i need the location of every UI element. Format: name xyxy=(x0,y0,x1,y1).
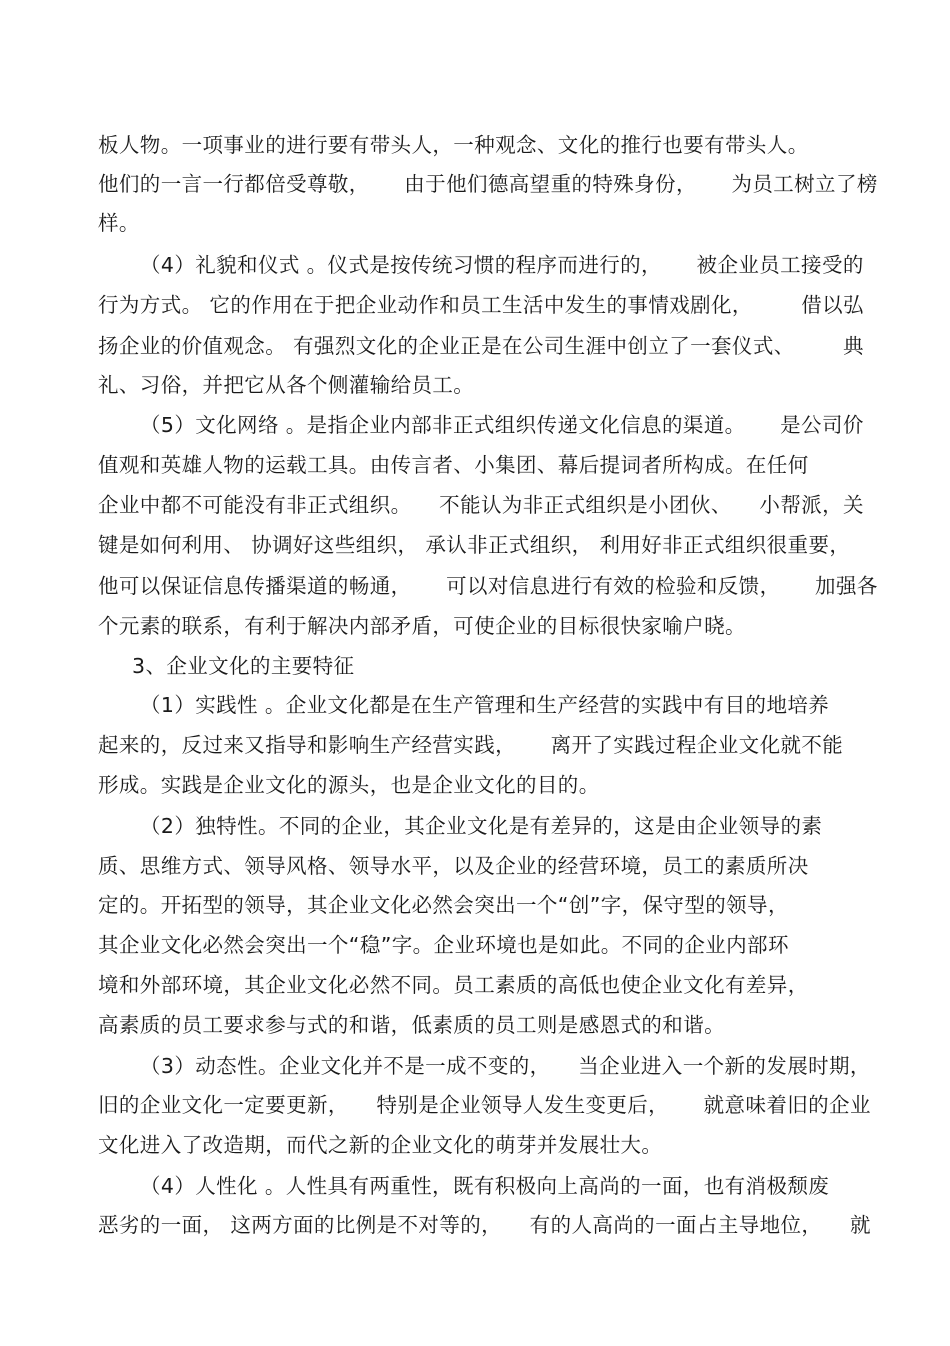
text-line: （4）人性化 。人性具有两重性，既有积极向上高尚的一面，也有消极颓废 xyxy=(140,1174,830,1198)
text-line: （3）动态性。企业文化并不是一成不变的， 当企业进入一个新的发展时期， xyxy=(140,1054,871,1078)
text-line: 其企业文化必然会突出一个“稳”字。企业环境也是如此。不同的企业内部环 xyxy=(98,933,789,957)
text-line: （5）文化网络 。是指企业内部非正式组织传递文化信息的渠道。 是公司价 xyxy=(140,413,864,437)
text-line: （2）独特性。不同的企业，其企业文化是有差异的，这是由企业领导的素 xyxy=(140,814,823,838)
text-line: （1）实践性 。企业文化都是在生产管理和生产经营的实践中有目的地培养 xyxy=(140,693,830,717)
text-line: 礼、习俗，并把它从各个侧灌输给员工。 xyxy=(98,373,475,397)
text-line: 旧的企业文化一定要更新， 特别是企业领导人发生变更后， 就意味着旧的企业 xyxy=(98,1093,871,1117)
section-heading: 3、企业文化的主要特征 xyxy=(132,654,355,678)
text-line: 文化进入了改造期，而代之新的企业文化的萌芽并发展壮大。 xyxy=(98,1133,663,1157)
text-line: 起来的，反过来又指导和影响生产经营实践， 离开了实践过程企业文化就不能 xyxy=(98,733,844,757)
text-line: 行为方式。 它的作用在于把企业动作和员工生活中发生的事情戏剧化， 借以弘 xyxy=(98,293,864,317)
text-line: 高素质的员工要求参与式的和谐，低素质的员工则是感恩式的和谐。 xyxy=(98,1013,725,1037)
text-line: 他们的一言一行都倍受尊敬， 由于他们德高望重的特殊身份， 为员工树立了榜 xyxy=(98,172,878,196)
text-line: 扬企业的价值观念。 有强烈文化的企业正是在公司生涯中创立了一套仪式、 典 xyxy=(98,334,864,358)
text-line: 形成。实践是企业文化的源头，也是企业文化的目的。 xyxy=(98,773,600,797)
text-line: 板人物。一项事业的进行要有带头人，一种观念、文化的推行也要有带头人。 xyxy=(98,133,809,157)
text-line: 质、思维方式、领导风格、领导水平，以及企业的经营环境，员工的素质所决 xyxy=(98,854,809,878)
text-line: 键是如何利用、 协调好这些组织， 承认非正式组织， 利用好非正式组织很重要， xyxy=(98,533,851,557)
text-line: 境和外部环境，其企业文化必然不同。员工素质的高低也使企业文化有差异， xyxy=(98,973,809,997)
text-line: 个元素的联系，有利于解决内部矛盾，可使企业的目标很快家喻户晓。 xyxy=(98,614,746,638)
text-line: 定的。开拓型的领导，其企业文化必然会突出一个“创”字，保守型的领导， xyxy=(98,893,789,917)
text-line: 企业中都不可能没有非正式组织。 不能认为非正式组织是小团伙、 小帮派，关 xyxy=(98,493,864,517)
text-line: 他可以保证信息传播渠道的畅通， 可以对信息进行有效的检验和反馈， 加强各 xyxy=(98,574,878,598)
text-line: 样。 xyxy=(98,211,140,235)
text-line: （4）礼貌和仪式 。仪式是按传统习惯的程序而进行的， 被企业员工接受的 xyxy=(140,253,864,277)
text-line: 恶劣的一面， 这两方面的比例是不对等的， 有的人高尚的一面占主导地位， 就 xyxy=(98,1213,871,1237)
text-line: 值观和英雄人物的运载工具。由传言者、小集团、幕后提词者所构成。在任何 xyxy=(98,453,809,477)
